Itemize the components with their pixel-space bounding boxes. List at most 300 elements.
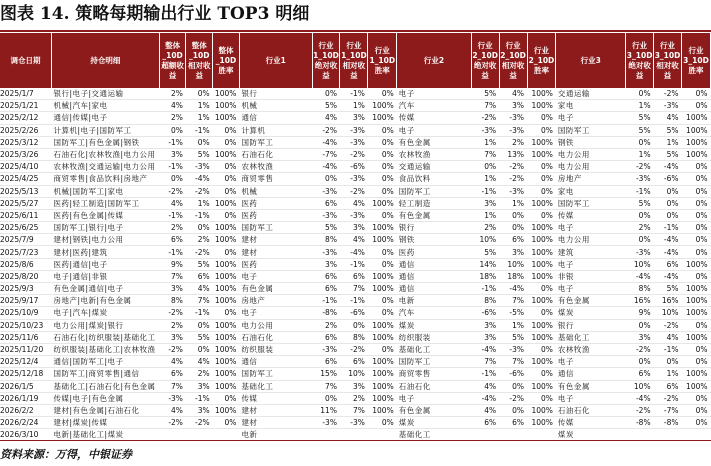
industry-cell: 建材: [239, 417, 312, 429]
value-cell: 100%: [368, 368, 397, 380]
value-cell: 0%: [681, 417, 710, 429]
value-cell: 7%: [312, 380, 340, 392]
value-cell: 0%: [213, 136, 240, 148]
value-cell: 8%: [159, 295, 186, 307]
value-cell: 1%: [186, 112, 213, 124]
industry-cell: 交通运输: [556, 88, 626, 100]
value-cell: 0%: [340, 319, 368, 331]
table-row: [0, 368, 711, 380]
value-cell: 0%: [681, 88, 710, 100]
date-cell: 2025/6/25: [0, 222, 51, 234]
value-cell: -4%: [312, 136, 340, 148]
value-cell: 0%: [368, 161, 397, 173]
value-cell: 0%: [312, 392, 340, 404]
industry-cell: 国防军工: [556, 124, 626, 136]
industry-cell: 电子: [556, 283, 626, 295]
date-cell: 2026/2/24: [0, 417, 51, 429]
industry-cell: 有色金属: [397, 209, 472, 221]
industry-cell: 建材|钢铁|电力公用: [51, 234, 159, 246]
value-cell: 0%: [186, 88, 213, 100]
value-cell: 2%: [159, 88, 186, 100]
value-cell: 100%: [527, 417, 556, 429]
value-cell: 0%: [527, 124, 556, 136]
value-cell: 16%: [654, 295, 682, 307]
value-cell: 1%: [471, 209, 499, 221]
header-cell: 行业3_10D相对收益: [654, 33, 682, 88]
industry-cell: 电子: [239, 270, 312, 282]
table-row: [0, 234, 711, 246]
value-cell: -8%: [312, 307, 340, 319]
value-cell: 7%: [340, 404, 368, 416]
value-cell: 0%: [499, 380, 527, 392]
industry-cell: 基础化工: [397, 343, 472, 355]
value-cell: 2%: [471, 222, 499, 234]
value-cell: 100%: [681, 283, 710, 295]
table-row: [0, 161, 711, 173]
date-cell: 2025/3/12: [0, 136, 51, 148]
title-rule: [0, 30, 711, 32]
table-row: [0, 270, 711, 282]
date-cell: 2025/9/3: [0, 283, 51, 295]
industry-cell: 石油石化|纺织服装|基础化工: [51, 331, 159, 343]
value-cell: 8%: [312, 234, 340, 246]
value-cell: 100%: [213, 88, 240, 100]
value-cell: -4%: [186, 173, 213, 185]
value-cell: 0%: [626, 356, 654, 368]
industry-cell: 电力公用: [556, 148, 626, 160]
industry-cell: 电子: [556, 112, 626, 124]
value-cell: -3%: [340, 417, 368, 429]
value-cell: 100%: [527, 100, 556, 112]
industry-cell: 建材: [239, 404, 312, 416]
value-cell: 6%: [340, 270, 368, 282]
industry-cell: 煤炭: [556, 429, 626, 441]
value-cell: 7%: [499, 295, 527, 307]
date-cell: 2025/1/7: [0, 88, 51, 100]
value-cell: 3%: [471, 319, 499, 331]
date-cell: 2025/5/13: [0, 185, 51, 197]
value-cell: 2%: [159, 112, 186, 124]
value-cell: 0%: [681, 197, 710, 209]
value-cell: 2%: [499, 136, 527, 148]
value-cell: 0%: [499, 209, 527, 221]
industry-cell: 电新: [239, 429, 312, 441]
industry-cell: 传媒: [239, 392, 312, 404]
date-cell: 2025/11/6: [0, 331, 51, 343]
table-row: [0, 124, 711, 136]
value-cell: 0%: [681, 404, 710, 416]
value-cell: 6%: [312, 270, 340, 282]
industry-cell: 电子: [239, 307, 312, 319]
date-cell: 2025/8/6: [0, 258, 51, 270]
industry-cell: 医药: [239, 209, 312, 221]
value-cell: 6%: [312, 331, 340, 343]
industry-cell: 通信|国防军工|电子: [51, 356, 159, 368]
value-cell: 100%: [368, 222, 397, 234]
industry-cell: 商贸零售|食品饮料|房地产: [51, 173, 159, 185]
value-cell: 2%: [626, 222, 654, 234]
value-cell: 1%: [499, 197, 527, 209]
value-cell: 3%: [471, 331, 499, 343]
value-cell: -1%: [340, 295, 368, 307]
industry-cell: 石油石化: [397, 380, 472, 392]
value-cell: -1%: [312, 295, 340, 307]
value-cell: -4%: [499, 283, 527, 295]
value-cell: 5%: [312, 100, 340, 112]
table-row: [0, 307, 711, 319]
value-cell: 1%: [499, 319, 527, 331]
value-cell: -3%: [499, 124, 527, 136]
value-cell: -4%: [654, 234, 682, 246]
industry-cell: 通信: [397, 270, 472, 282]
table-row: [0, 417, 711, 429]
value-cell: 7%: [186, 295, 213, 307]
value-cell: 100%: [681, 112, 710, 124]
value-cell: 4%: [159, 197, 186, 209]
value-cell: 0%: [681, 234, 710, 246]
industry-cell: 国防军工: [397, 185, 472, 197]
value-cell: 100%: [368, 197, 397, 209]
value-cell: 3%: [499, 246, 527, 258]
value-cell: -3%: [159, 392, 186, 404]
value-cell: -3%: [312, 246, 340, 258]
industry-cell: 电力公用: [556, 234, 626, 246]
value-cell: 0%: [527, 209, 556, 221]
value-cell: 0%: [368, 173, 397, 185]
value-cell: -7%: [654, 404, 682, 416]
value-cell: 100%: [527, 136, 556, 148]
value-cell: 100%: [213, 270, 240, 282]
industry-cell: 医药: [397, 246, 472, 258]
value-cell: -1%: [159, 136, 186, 148]
value-cell: 1%: [186, 197, 213, 209]
value-cell: 1%: [626, 148, 654, 160]
value-cell: 100%: [213, 343, 240, 355]
value-cell: 100%: [368, 319, 397, 331]
value-cell: -2%: [654, 319, 682, 331]
industry-cell: 银行: [397, 222, 472, 234]
value-cell: 6%: [312, 197, 340, 209]
industry-top3-table: [0, 33, 711, 441]
value-cell: 0%: [213, 417, 240, 429]
industry-cell: 建材|煤炭|传媒: [51, 417, 159, 429]
table-row: [0, 148, 711, 160]
industry-cell: 国防军工|银行|电子: [51, 222, 159, 234]
table-row: [0, 246, 711, 258]
value-cell: 10%: [340, 368, 368, 380]
value-cell: 100%: [368, 404, 397, 416]
date-cell: 2025/6/11: [0, 209, 51, 221]
industry-cell: 纺织服装|基础化工|农林牧渔: [51, 343, 159, 355]
value-cell: 100%: [213, 148, 240, 160]
industry-cell: 电力公用: [556, 161, 626, 173]
value-cell: 0%: [499, 222, 527, 234]
value-cell: 7%: [471, 148, 499, 160]
industry-cell: 食品饮料: [397, 173, 472, 185]
industry-cell: 农林牧渔: [556, 343, 626, 355]
industry-cell: 煤炭: [397, 417, 472, 429]
value-cell: 3%: [499, 100, 527, 112]
value-cell: 3%: [312, 258, 340, 270]
value-cell: -2%: [340, 185, 368, 197]
value-cell: -1%: [654, 222, 682, 234]
value-cell: -3%: [312, 343, 340, 355]
value-cell: 0%: [681, 161, 710, 173]
value-cell: -4%: [471, 392, 499, 404]
value-cell: 0%: [368, 185, 397, 197]
industry-cell: 钢铁: [397, 234, 472, 246]
value-cell: 13%: [499, 148, 527, 160]
value-cell: 100%: [213, 222, 240, 234]
value-cell: 6%: [654, 380, 682, 392]
industry-cell: 农林牧渔: [397, 148, 472, 160]
value-cell: 0%: [213, 246, 240, 258]
industry-cell: 机械: [239, 185, 312, 197]
value-cell: 4%: [159, 404, 186, 416]
value-cell: 0%: [159, 173, 186, 185]
value-cell: 0%: [527, 307, 556, 319]
industry-cell: 医药: [239, 197, 312, 209]
value-cell: 7%: [159, 380, 186, 392]
value-cell: 6%: [159, 368, 186, 380]
value-cell: -4%: [654, 161, 682, 173]
value-cell: -1%: [340, 258, 368, 270]
value-cell: 10%: [654, 307, 682, 319]
value-cell: -4%: [312, 161, 340, 173]
industry-cell: 电子: [397, 88, 472, 100]
industry-cell: 计算机: [239, 124, 312, 136]
value-cell: 1%: [340, 100, 368, 112]
industry-cell: 基础化工|石油石化|有色金属: [51, 380, 159, 392]
industry-cell: 家电: [556, 185, 626, 197]
value-cell: 5%: [654, 283, 682, 295]
table-row: [0, 356, 711, 368]
value-cell: 100%: [213, 258, 240, 270]
industry-cell: 汽车: [397, 307, 472, 319]
value-cell: 0%: [681, 270, 710, 282]
value-cell: 3%: [471, 197, 499, 209]
value-cell: -3%: [654, 100, 682, 112]
industry-cell: 银行|电子|交通运输: [51, 88, 159, 100]
industry-cell: 房地产: [239, 295, 312, 307]
value-cell: 0%: [213, 173, 240, 185]
industry-cell: 银行: [556, 319, 626, 331]
value-cell: [654, 429, 682, 441]
value-cell: 14%: [471, 258, 499, 270]
industry-cell: 通信: [397, 283, 472, 295]
value-cell: 0%: [499, 404, 527, 416]
industry-cell: 国防军工: [239, 368, 312, 380]
value-cell: 0%: [213, 209, 240, 221]
value-cell: [213, 429, 240, 441]
industry-cell: 非银: [556, 270, 626, 282]
value-cell: 0%: [681, 209, 710, 221]
value-cell: -4%: [626, 270, 654, 282]
date-cell: 2025/1/21: [0, 100, 51, 112]
value-cell: 0%: [213, 161, 240, 173]
value-cell: 100%: [368, 380, 397, 392]
value-cell: 0%: [681, 392, 710, 404]
value-cell: 2%: [159, 319, 186, 331]
value-cell: 100%: [527, 258, 556, 270]
industry-cell: 电子|汽车|煤炭: [51, 307, 159, 319]
value-cell: [527, 429, 556, 441]
value-cell: -2%: [340, 148, 368, 160]
value-cell: 10%: [499, 258, 527, 270]
date-cell: 2025/11/20: [0, 343, 51, 355]
value-cell: -8%: [654, 417, 682, 429]
value-cell: 6%: [312, 283, 340, 295]
header-cell: 行业1_10D胜率: [368, 33, 397, 88]
header-cell: 行业3_10D胜率: [681, 33, 710, 88]
table-row: [0, 429, 711, 441]
industry-cell: 基础化工: [239, 380, 312, 392]
date-cell: 2026/1/19: [0, 392, 51, 404]
date-cell: 2025/3/26: [0, 148, 51, 160]
value-cell: 3%: [186, 404, 213, 416]
value-cell: 100%: [681, 331, 710, 343]
value-cell: 4%: [186, 356, 213, 368]
value-cell: 100%: [681, 148, 710, 160]
value-cell: 0%: [213, 124, 240, 136]
value-cell: 4%: [471, 404, 499, 416]
value-cell: 0%: [186, 222, 213, 234]
value-cell: 0%: [527, 343, 556, 355]
industry-cell: 农林牧渔|交通运输|电力公用: [51, 161, 159, 173]
date-cell: 2025/9/17: [0, 295, 51, 307]
value-cell: 0%: [681, 100, 710, 112]
industry-cell: 纺织服装: [239, 343, 312, 355]
industry-cell: 医药|通信|电子: [51, 258, 159, 270]
value-cell: 0%: [368, 343, 397, 355]
industry-cell: 建材|医药|建筑: [51, 246, 159, 258]
value-cell: 0%: [368, 148, 397, 160]
value-cell: 0%: [626, 88, 654, 100]
value-cell: -2%: [186, 417, 213, 429]
value-cell: 7%: [499, 356, 527, 368]
value-cell: -2%: [626, 161, 654, 173]
value-cell: -2%: [340, 343, 368, 355]
value-cell: 18%: [499, 270, 527, 282]
value-cell: 100%: [368, 331, 397, 343]
date-cell: 2025/4/10: [0, 161, 51, 173]
value-cell: -1%: [626, 185, 654, 197]
industry-cell: 电子: [556, 356, 626, 368]
table-row: [0, 185, 711, 197]
value-cell: 0%: [213, 392, 240, 404]
value-cell: 6%: [654, 258, 682, 270]
value-cell: -1%: [471, 185, 499, 197]
date-cell: 2025/12/4: [0, 356, 51, 368]
industry-cell: 石油石化: [556, 404, 626, 416]
value-cell: 0%: [626, 234, 654, 246]
value-cell: 100%: [213, 112, 240, 124]
value-cell: 2%: [340, 392, 368, 404]
value-cell: -1%: [186, 392, 213, 404]
value-cell: 100%: [368, 270, 397, 282]
value-cell: 0%: [527, 392, 556, 404]
value-cell: 4%: [159, 100, 186, 112]
value-cell: -6%: [471, 307, 499, 319]
value-cell: -2%: [626, 343, 654, 355]
value-cell: -3%: [499, 343, 527, 355]
value-cell: 0%: [471, 161, 499, 173]
industry-cell: 计算机|电子|国防军工: [51, 124, 159, 136]
value-cell: 7%: [159, 270, 186, 282]
value-cell: 100%: [527, 197, 556, 209]
value-cell: 100%: [213, 100, 240, 112]
industry-cell: 传媒: [397, 112, 472, 124]
industry-cell: 商贸零售: [397, 368, 472, 380]
date-cell: 2025/2/26: [0, 124, 51, 136]
industry-cell: 纺织服装: [397, 331, 472, 343]
value-cell: -4%: [471, 343, 499, 355]
value-cell: -2%: [471, 112, 499, 124]
value-cell: 5%: [471, 88, 499, 100]
value-cell: -1%: [159, 246, 186, 258]
value-cell: [312, 429, 340, 441]
value-cell: -3%: [340, 173, 368, 185]
header-cell: 行业1_10D绝对收益: [312, 33, 340, 88]
header-cell: 整体_10D相对收益: [186, 33, 213, 88]
value-cell: -4%: [654, 246, 682, 258]
value-cell: -1%: [186, 307, 213, 319]
industry-cell: 有色金属: [556, 295, 626, 307]
value-cell: 6%: [471, 417, 499, 429]
value-cell: -3%: [626, 173, 654, 185]
value-cell: 5%: [186, 258, 213, 270]
value-cell: 100%: [527, 380, 556, 392]
value-cell: 8%: [626, 283, 654, 295]
value-cell: 5%: [654, 124, 682, 136]
header-cell: 行业1_10D相对收益: [340, 33, 368, 88]
value-cell: 6%: [186, 270, 213, 282]
industry-cell: 电子: [397, 392, 472, 404]
industry-cell: 农林牧渔: [239, 161, 312, 173]
value-cell: -2%: [312, 124, 340, 136]
value-cell: -2%: [159, 417, 186, 429]
value-cell: 3%: [626, 331, 654, 343]
value-cell: -1%: [159, 161, 186, 173]
header-cell: 调仓日期: [0, 33, 51, 88]
table-row: [0, 88, 711, 100]
value-cell: 1%: [654, 136, 682, 148]
value-cell: 15%: [312, 368, 340, 380]
value-cell: -1%: [186, 124, 213, 136]
value-cell: 1%: [471, 173, 499, 185]
value-cell: 0%: [368, 417, 397, 429]
industry-cell: 机械|国防军工|家电: [51, 185, 159, 197]
value-cell: 0%: [368, 209, 397, 221]
value-cell: [368, 429, 397, 441]
value-cell: 1%: [654, 368, 682, 380]
value-cell: 100%: [681, 295, 710, 307]
industry-cell: 传媒: [556, 209, 626, 221]
value-cell: 9%: [159, 258, 186, 270]
industry-cell: 汽车: [397, 100, 472, 112]
value-cell: 0%: [681, 246, 710, 258]
table-row: [0, 222, 711, 234]
industry-cell: 通信: [397, 258, 472, 270]
date-cell: 2025/7/9: [0, 234, 51, 246]
value-cell: 4%: [654, 112, 682, 124]
industry-cell: 交通运输: [397, 161, 472, 173]
value-cell: -2%: [159, 343, 186, 355]
value-cell: 5%: [471, 246, 499, 258]
value-cell: 7%: [471, 356, 499, 368]
value-cell: -6%: [340, 161, 368, 173]
value-cell: 100%: [681, 380, 710, 392]
